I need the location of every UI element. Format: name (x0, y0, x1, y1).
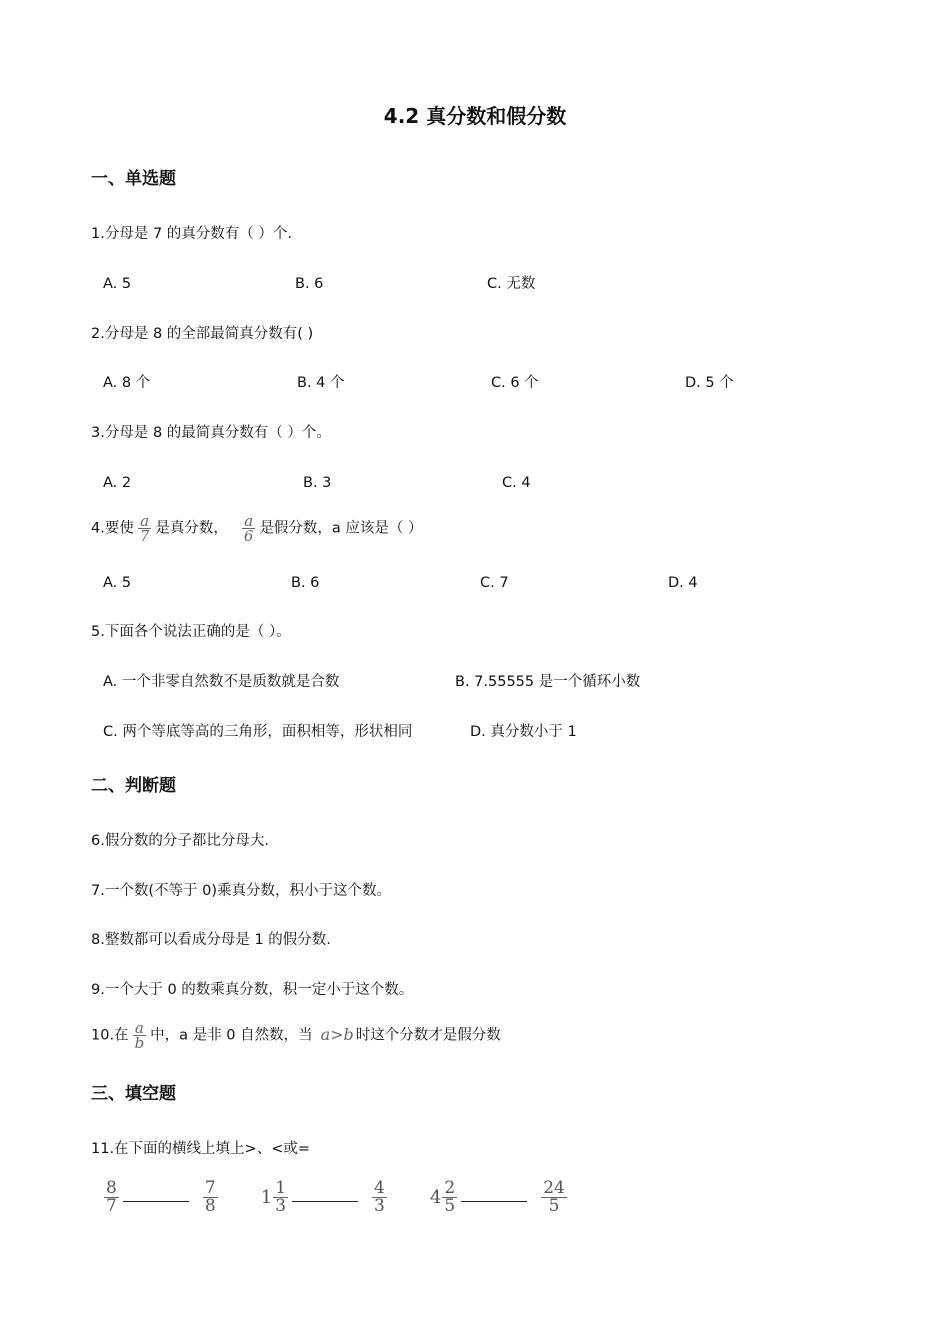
q4-option-d[interactable]: D. 4 (668, 575, 698, 591)
q1-option-c[interactable]: C. 无数 (487, 276, 536, 292)
q1-option-b[interactable]: B. 6 (295, 276, 324, 292)
numerator: 2 (444, 1178, 456, 1198)
question-7: 7.一个数(不等于 0)乘真分数，积小于这个数。 (91, 883, 391, 899)
page-title: 4.2 真分数和假分数 (383, 104, 567, 128)
q4-middle: 是真分数， (155, 520, 228, 537)
question-1: 1.分母是 7 的真分数有（ ）个. (91, 226, 292, 242)
question-11: 11.在下面的横线上填上>、<或= (91, 1141, 311, 1157)
q4-option-b[interactable]: B. 6 (291, 575, 320, 591)
q10-middle: 中，a 是非 0 自然数，当 (150, 1027, 313, 1044)
q11-pair-1-blank[interactable] (123, 1201, 189, 1202)
q2-option-d[interactable]: D. 5 个 (685, 375, 734, 391)
numerator: 8 (106, 1178, 117, 1198)
q11-pair-3-left-fraction (442, 1180, 457, 1215)
q10-prefix: 10.在 (91, 1027, 129, 1044)
section-single-choice: 一、单选题 (91, 169, 176, 189)
q11-pair-2-blank[interactable] (292, 1201, 358, 1202)
q11-pair-1-left-fraction (104, 1180, 119, 1215)
q4-fraction-1-denominator: 7 (139, 527, 150, 545)
q11-pair-3-right-fraction (541, 1180, 567, 1215)
q5-option-a[interactable]: A. 一个非零自然数不是质数就是合数 (103, 674, 340, 690)
q11-pair-3-blank[interactable] (461, 1201, 527, 1202)
q10-fraction-denominator: b (134, 1034, 145, 1052)
q11-pair-3-whole: 4 (429, 1187, 442, 1208)
question-6: 6.假分数的分子都比分母大. (91, 833, 269, 849)
q11-pair-2 (261, 1180, 391, 1215)
q3-option-b[interactable]: B. 3 (303, 475, 332, 491)
question-3: 3.分母是 8 的最简真分数有（ ）个。 (91, 425, 331, 441)
q11-pair-3 (430, 1180, 571, 1215)
q4-prefix: 4.要使 (91, 520, 134, 537)
q11-pair-2-right-fraction (372, 1180, 387, 1215)
numerator: 4 (374, 1178, 385, 1198)
denominator: 8 (204, 1196, 216, 1216)
q11-pair-2-whole: 1 (260, 1187, 273, 1208)
denominator: 7 (106, 1196, 117, 1216)
q1-option-a[interactable]: A. 5 (103, 276, 132, 292)
q4-suffix: 是假分数，a 应该是（ ） (259, 520, 423, 537)
denominator: 3 (275, 1196, 287, 1216)
q4-option-a[interactable]: A. 5 (103, 575, 132, 591)
q5-option-b[interactable]: B. 7.55555 是一个循环小数 (455, 674, 641, 690)
denominator: 5 (444, 1196, 456, 1216)
section-fill-blank: 三、填空题 (91, 1084, 176, 1104)
q10-suffix: 时这个分数才是假分数 (355, 1027, 501, 1044)
q4-fraction-2 (242, 514, 256, 543)
denominator: 5 (541, 1197, 567, 1215)
q10-fraction (133, 1021, 147, 1050)
q11-pair-1 (100, 1180, 222, 1215)
q3-option-c[interactable]: C. 4 (502, 475, 531, 491)
q11-pair-2-left-fraction (273, 1180, 288, 1215)
q10-fraction-numerator: a (134, 1019, 144, 1037)
question-9: 9.一个大于 0 的数乘真分数，积一定小于这个数。 (91, 982, 414, 998)
denominator: 3 (374, 1196, 385, 1216)
q4-fraction-1-numerator: a (140, 512, 150, 530)
q5-option-d[interactable]: D. 真分数小于 1 (470, 724, 577, 740)
q10-expression: a>b (320, 1024, 354, 1044)
q4-fraction-2-numerator: a (244, 512, 254, 530)
q4-fraction-2-denominator: 6 (243, 527, 254, 545)
question-10 (91, 1021, 501, 1050)
q2-option-c[interactable]: C. 6 个 (491, 375, 539, 391)
q3-option-a[interactable]: A. 2 (103, 475, 132, 491)
q4-option-c[interactable]: C. 7 (480, 575, 509, 591)
question-5: 5.下面各个说法正确的是（ ）。 (91, 624, 291, 640)
q2-option-a[interactable]: A. 8 个 (103, 375, 151, 391)
q4-fraction-1 (138, 514, 152, 543)
question-8: 8.整数都可以看成分母是 1 的假分数. (91, 932, 331, 948)
question-4 (91, 514, 423, 543)
section-true-false: 二、判断题 (91, 776, 176, 796)
q11-pair-1-right-fraction (203, 1180, 218, 1215)
question-2: 2.分母是 8 的全部最简真分数有( ) (91, 326, 314, 342)
q2-option-b[interactable]: B. 4 个 (297, 375, 345, 391)
numerator: 7 (204, 1178, 216, 1198)
q11-comparisons (100, 1180, 605, 1215)
q5-option-c[interactable]: C. 两个等底等高的三角形，面积相等，形状相同 (103, 724, 413, 740)
numerator: 24 (543, 1178, 565, 1198)
numerator: 1 (275, 1178, 287, 1198)
